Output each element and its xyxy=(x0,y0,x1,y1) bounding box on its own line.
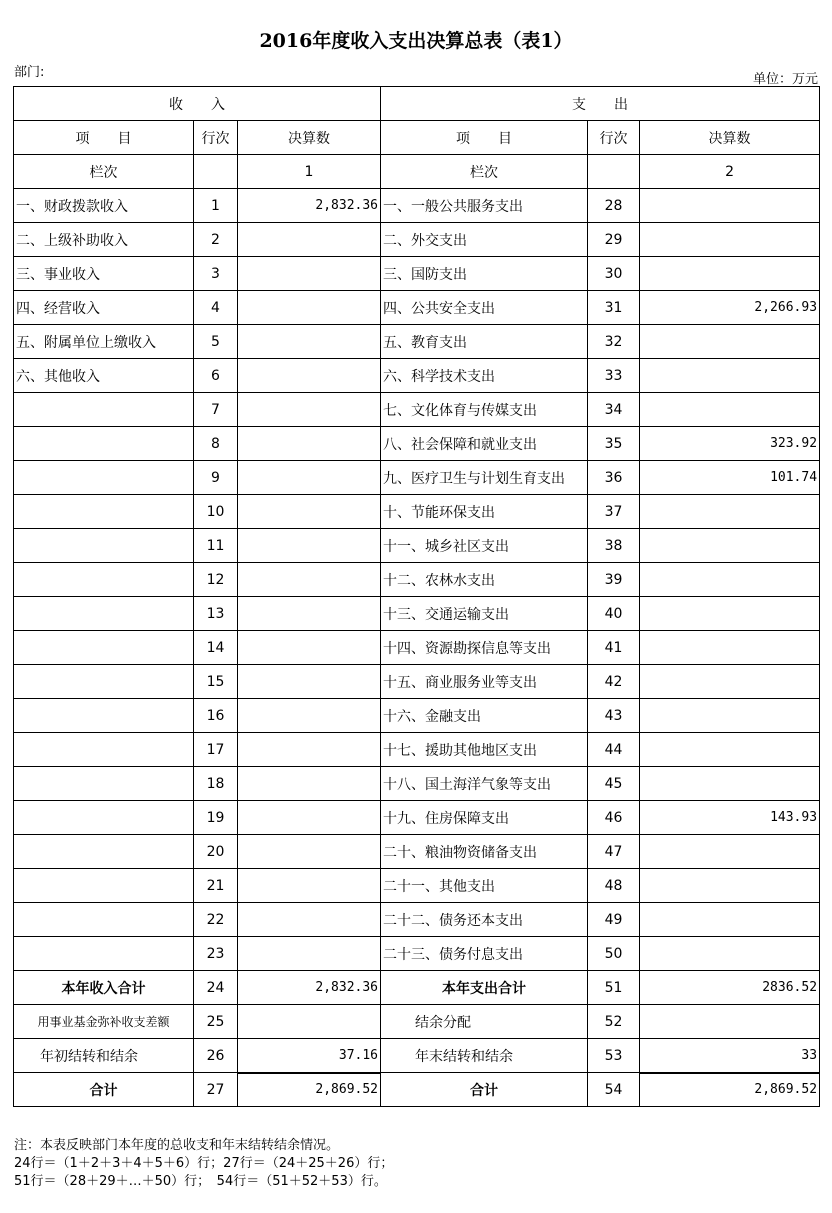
header-row-columns xyxy=(14,121,820,155)
budget-table xyxy=(13,86,820,1107)
summary-fund-row xyxy=(14,1005,820,1039)
expense-amount xyxy=(640,767,820,801)
income-amount-header: 决算数 xyxy=(238,121,381,155)
table-row xyxy=(14,291,820,325)
income-row-no-header: 行次 xyxy=(194,121,238,155)
expense-item: 本年支出合计 xyxy=(381,971,588,1005)
income-item xyxy=(14,393,194,427)
income-item xyxy=(14,495,194,529)
footnote-2: 24行＝（1＋2＋3＋4＋5＋6）行；27行＝（24＋25＋26）行； xyxy=(14,1156,394,1171)
expense-amount: 2,869.52 xyxy=(640,1073,820,1107)
expense-amount-header: 决算数 xyxy=(640,121,820,155)
income-amount: 37.16 xyxy=(238,1039,381,1073)
income-item: 二、上级补助收入 xyxy=(14,223,194,257)
expense-amount xyxy=(640,1005,820,1039)
expense-amount xyxy=(640,529,820,563)
income-amount xyxy=(238,869,381,903)
income-row-no: 10 xyxy=(194,495,238,529)
income-amount xyxy=(238,699,381,733)
expense-amount xyxy=(640,325,820,359)
table-row xyxy=(14,223,820,257)
income-row-no: 1 xyxy=(194,189,238,223)
table-row xyxy=(14,903,820,937)
expense-item: 二十一、其他支出 xyxy=(381,869,588,903)
income-item xyxy=(14,665,194,699)
income-amount xyxy=(238,461,381,495)
income-item xyxy=(14,699,194,733)
expense-item: 十八、国土海洋气象等支出 xyxy=(381,767,588,801)
income-item xyxy=(14,631,194,665)
income-row-no: 22 xyxy=(194,903,238,937)
expense-row-no: 54 xyxy=(588,1073,640,1107)
income-row-no: 26 xyxy=(194,1039,238,1073)
expense-amount xyxy=(640,495,820,529)
expense-amount xyxy=(640,699,820,733)
table-row xyxy=(14,359,820,393)
expense-row-no: 45 xyxy=(588,767,640,801)
income-item xyxy=(14,733,194,767)
expense-row-no: 30 xyxy=(588,257,640,291)
income-column-number: 1 xyxy=(238,155,381,189)
expense-item: 结余分配 xyxy=(381,1005,588,1039)
income-column-empty xyxy=(194,155,238,189)
expense-row-no: 47 xyxy=(588,835,640,869)
income-amount xyxy=(238,597,381,631)
table-row xyxy=(14,801,820,835)
expense-item: 三、国防支出 xyxy=(381,257,588,291)
income-item: 五、附属单位上缴收入 xyxy=(14,325,194,359)
summary-carry-row xyxy=(14,1039,820,1073)
income-item xyxy=(14,427,194,461)
income-item xyxy=(14,903,194,937)
income-item xyxy=(14,869,194,903)
income-amount: 2,869.52 xyxy=(238,1073,381,1107)
income-item xyxy=(14,767,194,801)
footnote-3: 51行＝（28＋29＋…＋50）行； 54行＝（51＋52＋53）行。 xyxy=(14,1174,387,1189)
header-row-section xyxy=(14,87,820,121)
expense-amount xyxy=(640,869,820,903)
expense-row-no-header: 行次 xyxy=(588,121,640,155)
income-row-no: 21 xyxy=(194,869,238,903)
table-row xyxy=(14,869,820,903)
income-row-no: 27 xyxy=(194,1073,238,1107)
income-amount xyxy=(238,1005,381,1039)
expense-item: 六、科学技术支出 xyxy=(381,359,588,393)
expense-item-header: 项 目 xyxy=(381,121,588,155)
income-amount xyxy=(238,427,381,461)
expense-amount xyxy=(640,835,820,869)
income-amount xyxy=(238,665,381,699)
expense-row-no: 46 xyxy=(588,801,640,835)
income-amount xyxy=(238,495,381,529)
expense-amount xyxy=(640,257,820,291)
expense-item: 十、节能环保支出 xyxy=(381,495,588,529)
table-row xyxy=(14,699,820,733)
income-item: 三、事业收入 xyxy=(14,257,194,291)
expense-amount xyxy=(640,393,820,427)
expense-column-number: 2 xyxy=(640,155,820,189)
income-amount xyxy=(238,223,381,257)
expense-column-label: 栏次 xyxy=(381,155,588,189)
table-row xyxy=(14,563,820,597)
expense-item: 二十二、债务还本支出 xyxy=(381,903,588,937)
income-row-no: 24 xyxy=(194,971,238,1005)
expense-amount xyxy=(640,631,820,665)
expense-row-no: 37 xyxy=(588,495,640,529)
table-row xyxy=(14,495,820,529)
expense-row-no: 50 xyxy=(588,937,640,971)
income-row-no: 6 xyxy=(194,359,238,393)
expense-row-no: 40 xyxy=(588,597,640,631)
grand-total-row xyxy=(14,1073,820,1107)
expense-row-no: 29 xyxy=(588,223,640,257)
income-amount xyxy=(238,359,381,393)
income-row-no: 18 xyxy=(194,767,238,801)
unit-label: 单位：万元 xyxy=(752,72,818,87)
expense-row-no: 52 xyxy=(588,1005,640,1039)
expense-item: 一、一般公共服务支出 xyxy=(381,189,588,223)
income-item: 用事业基金弥补收支差额 xyxy=(14,1005,194,1039)
income-amount xyxy=(238,903,381,937)
expense-row-no: 42 xyxy=(588,665,640,699)
expense-item: 十五、商业服务业等支出 xyxy=(381,665,588,699)
income-row-no: 7 xyxy=(194,393,238,427)
income-amount xyxy=(238,257,381,291)
column-label-row xyxy=(14,155,820,189)
income-row-no: 17 xyxy=(194,733,238,767)
income-item: 年初结转和结余 xyxy=(14,1039,194,1073)
table-row xyxy=(14,529,820,563)
expense-item: 十九、住房保障支出 xyxy=(381,801,588,835)
income-item: 四、经营收入 xyxy=(14,291,194,325)
income-row-no: 19 xyxy=(194,801,238,835)
footnotes xyxy=(14,1137,393,1191)
table-row xyxy=(14,733,820,767)
expense-amount xyxy=(640,563,820,597)
income-row-no: 4 xyxy=(194,291,238,325)
expense-amount: 2,266.93 xyxy=(640,291,820,325)
income-amount xyxy=(238,835,381,869)
expense-amount xyxy=(640,189,820,223)
department-label: 部门: xyxy=(14,65,45,80)
income-row-no: 20 xyxy=(194,835,238,869)
expense-row-no: 44 xyxy=(588,733,640,767)
expense-row-no: 43 xyxy=(588,699,640,733)
income-item: 六、其他收入 xyxy=(14,359,194,393)
expense-header: 支 出 xyxy=(381,87,820,121)
income-amount xyxy=(238,529,381,563)
expense-amount: 2836.52 xyxy=(640,971,820,1005)
income-row-no: 2 xyxy=(194,223,238,257)
income-row-no: 5 xyxy=(194,325,238,359)
expense-row-no: 41 xyxy=(588,631,640,665)
expense-row-no: 38 xyxy=(588,529,640,563)
income-item xyxy=(14,563,194,597)
income-row-no: 13 xyxy=(194,597,238,631)
income-item: 本年收入合计 xyxy=(14,971,194,1005)
expense-amount: 323.92 xyxy=(640,427,820,461)
income-row-no: 25 xyxy=(194,1005,238,1039)
expense-item: 十三、交通运输支出 xyxy=(381,597,588,631)
footnote-1: 注：本表反映部门本年度的总收支和年末结转结余情况。 xyxy=(14,1138,340,1153)
income-amount xyxy=(238,325,381,359)
page-title: 2016年度收入支出决算总表（表1） xyxy=(259,30,573,52)
income-row-no: 11 xyxy=(194,529,238,563)
income-amount xyxy=(238,937,381,971)
expense-row-no: 33 xyxy=(588,359,640,393)
income-amount xyxy=(238,631,381,665)
expense-row-no: 31 xyxy=(588,291,640,325)
table-row xyxy=(14,189,820,223)
expense-amount: 101.74 xyxy=(640,461,820,495)
income-amount: 2,832.36 xyxy=(238,971,381,1005)
expense-row-no: 49 xyxy=(588,903,640,937)
expense-row-no: 34 xyxy=(588,393,640,427)
income-item xyxy=(14,801,194,835)
expense-amount xyxy=(640,223,820,257)
income-amount xyxy=(238,563,381,597)
expense-row-no: 39 xyxy=(588,563,640,597)
income-header: 收 入 xyxy=(14,87,381,121)
expense-item: 十一、城乡社区支出 xyxy=(381,529,588,563)
income-row-no: 15 xyxy=(194,665,238,699)
expense-item: 二十三、债务付息支出 xyxy=(381,937,588,971)
income-column-label: 栏次 xyxy=(14,155,194,189)
expense-row-no: 53 xyxy=(588,1039,640,1073)
income-row-no: 3 xyxy=(194,257,238,291)
income-row-no: 8 xyxy=(194,427,238,461)
expense-item: 二、外交支出 xyxy=(381,223,588,257)
expense-item: 合计 xyxy=(381,1073,588,1107)
table-row xyxy=(14,427,820,461)
expense-item: 八、社会保障和就业支出 xyxy=(381,427,588,461)
expense-amount xyxy=(640,597,820,631)
income-amount xyxy=(238,393,381,427)
table-row xyxy=(14,835,820,869)
income-item xyxy=(14,461,194,495)
income-item xyxy=(14,937,194,971)
expense-amount xyxy=(640,903,820,937)
table-row xyxy=(14,631,820,665)
expense-item: 十四、资源勘探信息等支出 xyxy=(381,631,588,665)
table-row xyxy=(14,767,820,801)
income-amount: 2,832.36 xyxy=(238,189,381,223)
income-amount xyxy=(238,733,381,767)
expense-item: 七、文化体育与传媒支出 xyxy=(381,393,588,427)
expense-amount xyxy=(640,665,820,699)
income-row-no: 16 xyxy=(194,699,238,733)
income-amount xyxy=(238,767,381,801)
expense-row-no: 35 xyxy=(588,427,640,461)
expense-amount: 33 xyxy=(640,1039,820,1073)
expense-item: 十六、金融支出 xyxy=(381,699,588,733)
table-row xyxy=(14,665,820,699)
summary-total-row xyxy=(14,971,820,1005)
table-row xyxy=(14,257,820,291)
expense-amount xyxy=(640,937,820,971)
income-row-no: 23 xyxy=(194,937,238,971)
income-item xyxy=(14,835,194,869)
expense-amount xyxy=(640,359,820,393)
income-row-no: 12 xyxy=(194,563,238,597)
income-item: 合计 xyxy=(14,1073,194,1107)
income-row-no: 9 xyxy=(194,461,238,495)
expense-item: 十二、农林水支出 xyxy=(381,563,588,597)
expense-column-empty xyxy=(588,155,640,189)
expense-row-no: 51 xyxy=(588,971,640,1005)
income-row-no: 14 xyxy=(194,631,238,665)
income-amount xyxy=(238,801,381,835)
table-row xyxy=(14,325,820,359)
table-row xyxy=(14,461,820,495)
table-row xyxy=(14,393,820,427)
expense-item: 五、教育支出 xyxy=(381,325,588,359)
expense-row-no: 48 xyxy=(588,869,640,903)
income-item: 一、财政拨款收入 xyxy=(14,189,194,223)
table-row xyxy=(14,937,820,971)
expense-amount: 143.93 xyxy=(640,801,820,835)
expense-item: 年末结转和结余 xyxy=(381,1039,588,1073)
income-item xyxy=(14,597,194,631)
expense-item: 二十、粮油物资储备支出 xyxy=(381,835,588,869)
expense-item: 十七、援助其他地区支出 xyxy=(381,733,588,767)
expense-item: 四、公共安全支出 xyxy=(381,291,588,325)
income-item xyxy=(14,529,194,563)
expense-row-no: 28 xyxy=(588,189,640,223)
expense-row-no: 32 xyxy=(588,325,640,359)
income-amount xyxy=(238,291,381,325)
expense-item: 九、医疗卫生与计划生育支出 xyxy=(381,461,588,495)
table-row xyxy=(14,597,820,631)
expense-row-no: 36 xyxy=(588,461,640,495)
expense-amount xyxy=(640,733,820,767)
income-item-header: 项 目 xyxy=(14,121,194,155)
